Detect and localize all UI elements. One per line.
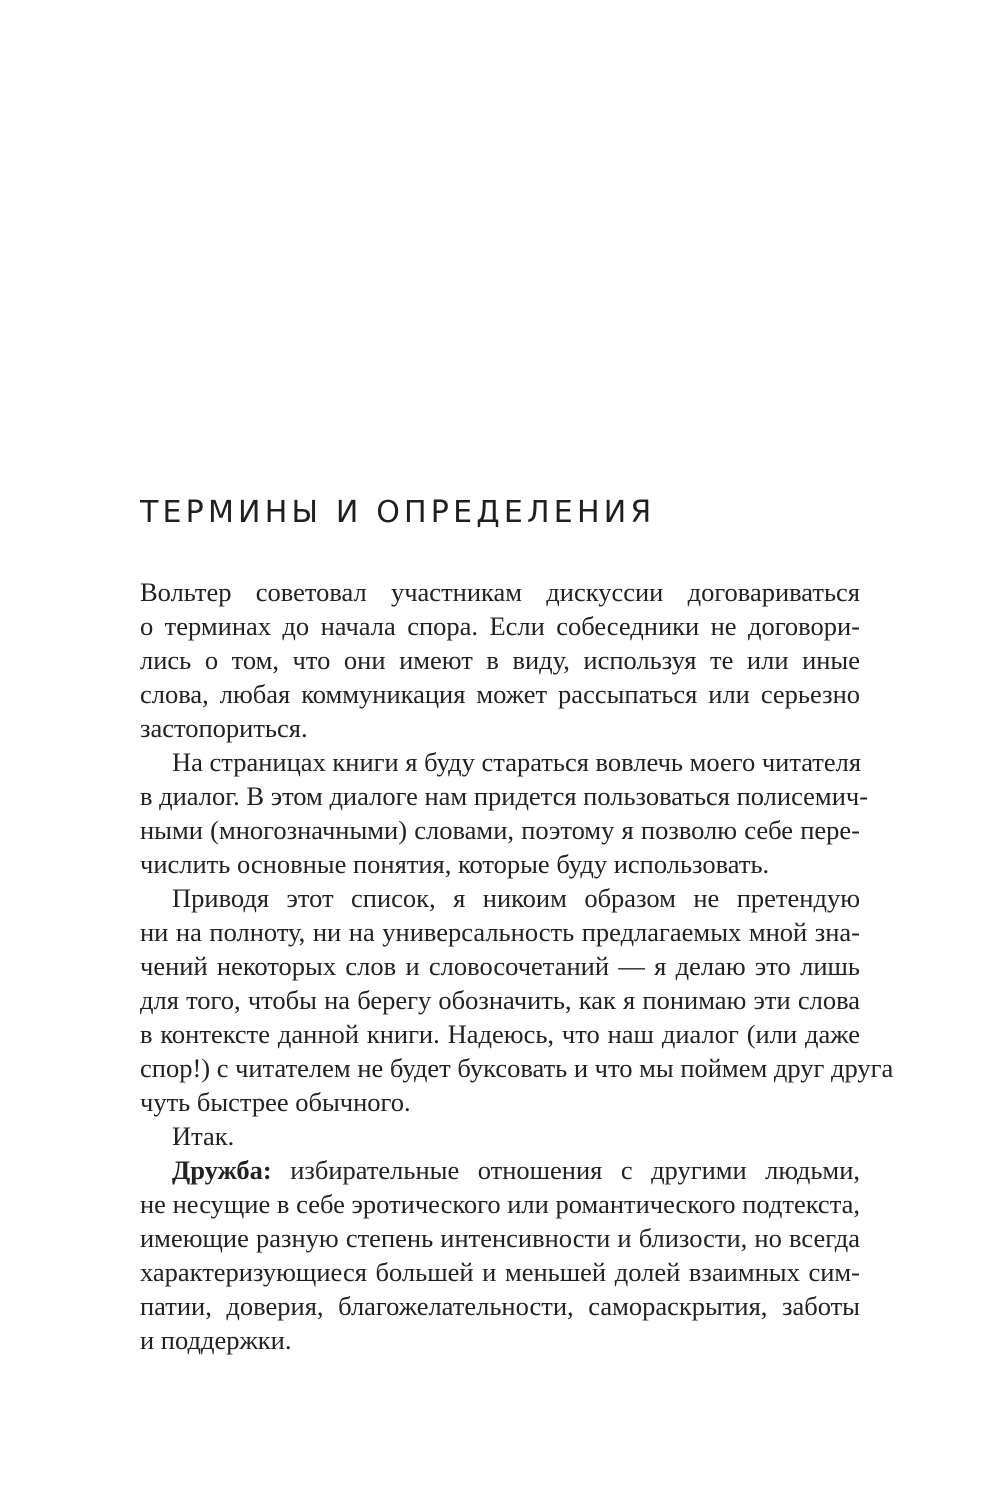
text-line: На страницах книги я буду стараться вовлечь моего читателя — [172, 747, 862, 777]
text-line: застопориться. — [140, 713, 308, 743]
definition-text: избирательные отношения с другими людьми, — [290, 1155, 860, 1185]
text-line: спор!) с читателем не будет буксовать и что мы поймем друг друга — [140, 1053, 894, 1083]
text-line: о терминах до начала спора. Если собеседники не договори- — [140, 611, 860, 641]
text-line: Приводя этот список, я никоим образом не претендую — [172, 883, 860, 913]
text-line: для того, чтобы на берегу обозначить, как я понимаю эти слова — [140, 985, 860, 1015]
text-line: имеющие разную степень интенсивности и близости, но всегда — [140, 1223, 860, 1253]
text-line: характеризующиеся большей и меньшей долей взаимных сим- — [140, 1257, 860, 1287]
text-line: в контексте данной книги. Надеюсь, что наш диалог (или даже — [140, 1019, 860, 1049]
definition-first-line — [140, 1153, 860, 1187]
text-line: Итак. — [172, 1121, 235, 1151]
text-line: ни на полноту, ни на универсальность предлагаемых мной зна- — [140, 917, 860, 947]
text-line: ными (многозначными) словами, поэтому я позволю себе пере- — [140, 815, 860, 845]
section-heading: ТЕРМИНЫ И ОПРЕДЕЛЕНИЯ — [140, 495, 656, 530]
text-line: и поддержки. — [140, 1325, 292, 1355]
text-line: слова, любая коммуникация может рассыпаться или серьезно — [140, 679, 860, 709]
text-line: лись о том, что они имеют в виду, используя те или иные — [140, 645, 860, 675]
text-line: чуть быстрее обычного. — [140, 1087, 411, 1117]
text-line: числить основные понятия, которые буду использовать. — [140, 849, 770, 879]
text-line: не несущие в себе эротического или романтического подтекста, — [140, 1189, 860, 1219]
term-label: Дружба: — [172, 1155, 272, 1185]
text-line: в диалог. В этом диалоге нам придется пользоваться полисемич- — [140, 781, 869, 811]
text-line: патии, доверия, благожелательности, самораскрытия, заботы — [140, 1291, 860, 1321]
text-line: Вольтер советовал участникам дискуссии договариваться — [140, 577, 860, 607]
text-line: чений некоторых слов и словосочетаний — я делаю это лишь — [140, 951, 860, 981]
